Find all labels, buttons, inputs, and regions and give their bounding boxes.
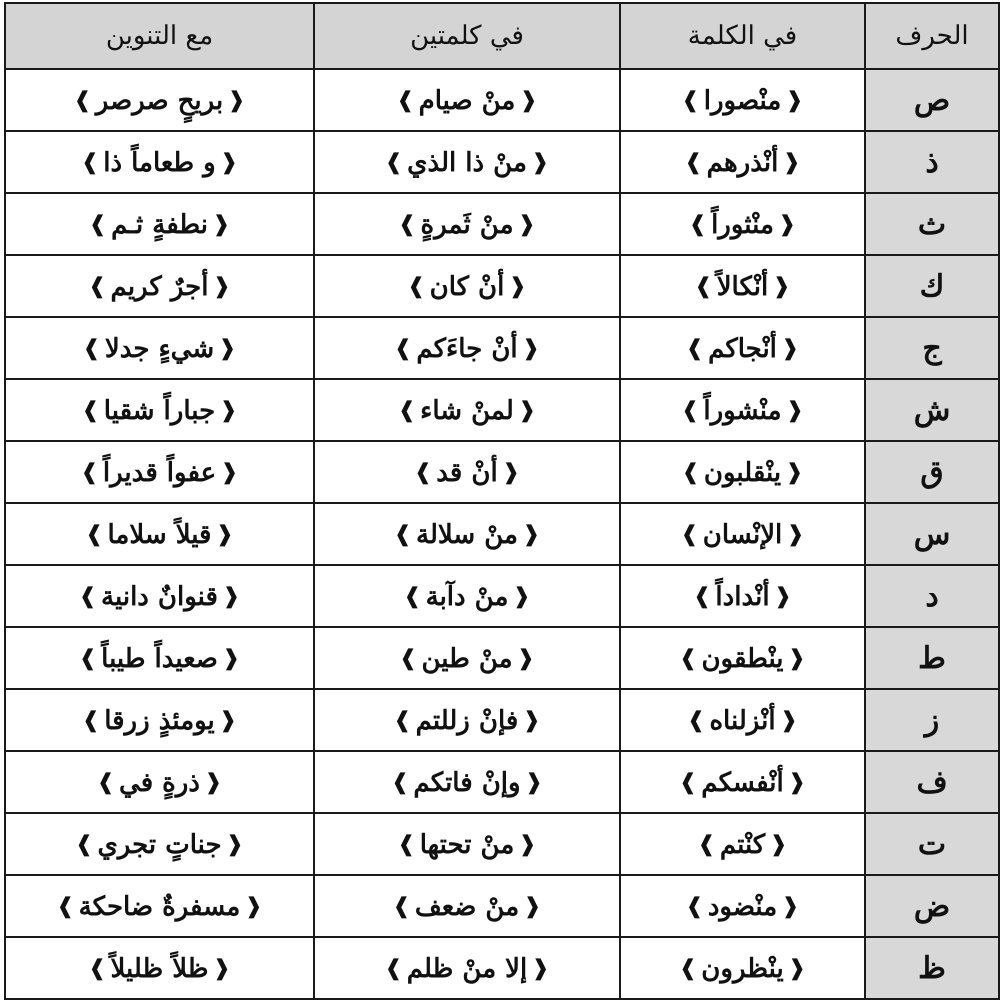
ornate-bracket-close-icon: ❱ xyxy=(697,832,716,857)
table-row xyxy=(5,937,999,999)
ornate-bracket-open-icon: ❰ xyxy=(508,274,527,299)
letter-cell: د xyxy=(865,565,999,627)
example-word: أنْفسكم xyxy=(701,767,784,798)
in-word-cell xyxy=(620,193,865,255)
ornate-bracket-open-icon: ❰ xyxy=(517,212,536,237)
ornate-bracket-open-icon: ❰ xyxy=(785,88,804,113)
in-word-cell xyxy=(620,131,865,193)
table-row xyxy=(5,255,999,317)
ornate-bracket-open-icon: ❰ xyxy=(244,894,263,919)
ornate-bracket-close-icon: ❱ xyxy=(78,584,98,609)
example-word: منْثوراً xyxy=(711,209,774,240)
ornate-bracket-close-icon: ❱ xyxy=(78,646,98,671)
with-tanween-cell xyxy=(5,627,314,689)
ornate-bracket-close-icon: ❱ xyxy=(678,770,698,795)
in-two-words-cell xyxy=(314,379,620,441)
ornate-bracket-open-icon: ❰ xyxy=(785,398,805,423)
with-tanween-cell xyxy=(5,69,314,131)
table-row xyxy=(5,441,999,503)
example-word: أنْ جاءَكم xyxy=(416,333,518,364)
ornate-bracket-open-icon: ❰ xyxy=(787,646,806,671)
in-two-words-cell xyxy=(314,751,620,813)
example-word: ينْظرون xyxy=(701,953,784,984)
example-word: قيلاً سلاما xyxy=(107,519,212,550)
with-tanween-cell xyxy=(5,379,314,441)
ornate-bracket-open-icon: ❰ xyxy=(212,274,231,299)
example-word: يومئذٍ زرقا xyxy=(104,705,215,736)
letter-cell: ط xyxy=(865,627,999,689)
table-row xyxy=(5,813,999,875)
ornate-bracket-close-icon: ❱ xyxy=(390,770,410,795)
ornate-bracket-close-icon: ❱ xyxy=(684,150,703,175)
ornate-bracket-close-icon: ❱ xyxy=(56,894,75,919)
example-word: منْ طين xyxy=(421,643,513,674)
ornate-bracket-close-icon: ❱ xyxy=(687,708,706,733)
example-word: أنْ قد xyxy=(436,457,498,488)
in-word-cell xyxy=(620,937,865,999)
table-row xyxy=(5,751,999,813)
ornate-bracket-open-icon: ❰ xyxy=(786,522,805,547)
ornate-bracket-open-icon: ❰ xyxy=(531,956,550,981)
in-two-words-cell xyxy=(314,131,620,193)
in-word-cell xyxy=(620,317,865,379)
ornate-bracket-open-icon: ❰ xyxy=(218,708,238,733)
ornate-bracket-close-icon: ❱ xyxy=(398,212,417,237)
letter-cell: ك xyxy=(865,255,999,317)
letter-cell: ذ xyxy=(865,131,999,193)
example-word: جباراً شقيا xyxy=(103,395,216,426)
ornate-bracket-close-icon: ❱ xyxy=(88,956,107,981)
ornate-bracket-open-icon: ❰ xyxy=(777,212,797,237)
example-word: صعيداً طيباً xyxy=(101,643,218,674)
header-in-word: في الكلمة xyxy=(620,3,865,69)
letter-cell: ض xyxy=(865,875,999,937)
in-two-words-cell xyxy=(314,69,620,131)
ornate-bracket-close-icon: ❱ xyxy=(692,584,712,609)
ornate-bracket-open-icon: ❰ xyxy=(220,460,239,485)
example-word: منْ صيام xyxy=(418,85,516,116)
ornate-bracket-close-icon: ❱ xyxy=(694,274,713,299)
example-word: و طعاماً ذا xyxy=(103,147,216,178)
ornate-bracket-close-icon: ❱ xyxy=(397,398,417,423)
with-tanween-cell xyxy=(5,503,314,565)
ornate-bracket-close-icon: ❱ xyxy=(680,398,700,423)
with-tanween-cell xyxy=(5,751,314,813)
ornate-bracket-close-icon: ❱ xyxy=(81,398,100,423)
table-body xyxy=(5,69,999,999)
ornate-bracket-open-icon: ❰ xyxy=(221,646,241,671)
ornate-bracket-open-icon: ❰ xyxy=(781,894,800,919)
in-word-cell xyxy=(620,69,865,131)
in-word-cell xyxy=(620,565,865,627)
ornate-bracket-open-icon: ❰ xyxy=(519,88,538,113)
with-tanween-cell xyxy=(5,193,314,255)
example-word: منْ ضعف xyxy=(414,891,520,922)
ornate-bracket-open-icon: ❰ xyxy=(218,336,237,361)
ornate-bracket-close-icon: ❱ xyxy=(685,336,705,361)
with-tanween-cell xyxy=(5,813,314,875)
example-word: قنوانٌ دانية xyxy=(101,581,218,612)
ornate-bracket-close-icon: ❱ xyxy=(88,212,108,237)
letter-cell: ف xyxy=(865,751,999,813)
ornate-bracket-close-icon: ❱ xyxy=(384,150,404,175)
ornate-bracket-close-icon: ❱ xyxy=(407,274,426,299)
header-with-tanween: مع التنوين xyxy=(5,3,314,69)
ornate-bracket-close-icon: ❱ xyxy=(393,708,412,733)
example-word: وإنْ فاتكم xyxy=(413,767,521,798)
example-word: نطفةٍ ثـم xyxy=(111,209,208,240)
example-word: ذرةٍ في xyxy=(119,767,200,798)
example-word: أنْداداً xyxy=(715,581,770,612)
ornate-bracket-open-icon: ❰ xyxy=(227,88,246,113)
in-word-cell xyxy=(620,751,865,813)
ornate-bracket-close-icon: ❱ xyxy=(396,88,415,113)
table-row xyxy=(5,503,999,565)
example-word: فإنْ زللتم xyxy=(415,705,519,736)
ornate-bracket-close-icon: ❱ xyxy=(82,336,101,361)
example-word: ينْقلبون xyxy=(703,457,782,488)
letter-cell: س xyxy=(865,503,999,565)
with-tanween-cell xyxy=(5,317,314,379)
table-row xyxy=(5,627,999,689)
in-two-words-cell xyxy=(314,503,620,565)
table-row xyxy=(5,565,999,627)
header-letter: الحرف xyxy=(865,3,999,69)
with-tanween-cell xyxy=(5,131,314,193)
ornate-bracket-close-icon: ❱ xyxy=(679,646,698,671)
table-row xyxy=(5,317,999,379)
example-word: أجرٌ كريم xyxy=(110,271,209,302)
with-tanween-cell xyxy=(5,255,314,317)
table-row xyxy=(5,193,999,255)
with-tanween-cell xyxy=(5,565,314,627)
ornate-bracket-close-icon: ❱ xyxy=(685,894,704,919)
example-word: منْضود xyxy=(707,891,778,922)
in-two-words-cell xyxy=(314,689,620,751)
example-word: عفواً قديراً xyxy=(102,457,217,488)
ornate-bracket-close-icon: ❱ xyxy=(397,832,416,857)
table-row xyxy=(5,379,999,441)
in-two-words-cell xyxy=(314,813,620,875)
letter-cell: ظ xyxy=(865,937,999,999)
example-word: شيءٍ جدلا xyxy=(104,333,215,364)
example-word: مسفرةٌ ضاحكة xyxy=(78,891,241,922)
ornate-bracket-close-icon: ❱ xyxy=(73,88,92,113)
example-word: ظلاً ظليلاً xyxy=(110,953,209,984)
in-word-cell xyxy=(620,255,865,317)
ornate-bracket-close-icon: ❱ xyxy=(680,522,699,547)
ornate-bracket-open-icon: ❰ xyxy=(524,770,544,795)
letter-cell: ت xyxy=(865,813,999,875)
ornate-bracket-open-icon: ❰ xyxy=(517,398,537,423)
ornate-bracket-close-icon: ❱ xyxy=(399,646,418,671)
example-word: لمنْ شاء xyxy=(420,395,514,426)
with-tanween-cell xyxy=(5,875,314,937)
example-word: منْ دآبة xyxy=(425,581,509,612)
in-two-words-cell xyxy=(314,193,620,255)
ornate-bracket-close-icon: ❱ xyxy=(80,460,99,485)
example-word: منْ ذا الذي xyxy=(407,147,527,178)
table-row xyxy=(5,875,999,937)
ornate-bracket-open-icon: ❰ xyxy=(785,460,804,485)
ornate-bracket-open-icon: ❰ xyxy=(516,646,535,671)
example-word: منْ سلالة xyxy=(416,519,518,550)
example-word: كنْتم xyxy=(719,829,766,860)
in-word-cell xyxy=(620,813,865,875)
in-two-words-cell xyxy=(314,441,620,503)
example-word: بريحٍ صرصر xyxy=(95,85,224,116)
in-two-words-cell xyxy=(314,937,620,999)
ornate-bracket-open-icon: ❰ xyxy=(521,522,541,547)
in-two-words-cell xyxy=(314,255,620,317)
ornate-bracket-close-icon: ❱ xyxy=(681,460,700,485)
example-word: أنْجاكم xyxy=(708,333,777,364)
ornate-bracket-close-icon: ❱ xyxy=(80,150,100,175)
letter-cell: ق xyxy=(865,441,999,503)
ornate-bracket-open-icon: ❰ xyxy=(215,522,234,547)
ornate-bracket-open-icon: ❰ xyxy=(501,460,521,485)
ornate-bracket-close-icon: ❱ xyxy=(384,956,403,981)
ornate-bracket-close-icon: ❱ xyxy=(75,832,94,857)
ornate-bracket-open-icon: ❰ xyxy=(772,274,791,299)
letter-cell: ج xyxy=(865,317,999,379)
ornate-bracket-open-icon: ❰ xyxy=(787,956,807,981)
ornate-bracket-open-icon: ❰ xyxy=(769,832,788,857)
in-two-words-cell xyxy=(314,627,620,689)
ornate-bracket-open-icon: ❰ xyxy=(530,150,550,175)
ornate-bracket-open-icon: ❰ xyxy=(221,584,241,609)
in-word-cell xyxy=(620,627,865,689)
with-tanween-cell xyxy=(5,937,314,999)
example-word: منْ تحتها xyxy=(419,829,515,860)
ikhfa-letters-table xyxy=(4,2,1000,1000)
ornate-bracket-open-icon: ❰ xyxy=(512,584,531,609)
ornate-bracket-close-icon: ❱ xyxy=(678,956,698,981)
letter-cell: ش xyxy=(865,379,999,441)
ornate-bracket-open-icon: ❰ xyxy=(518,832,537,857)
example-word: أنْكالاً xyxy=(716,271,769,302)
ornate-bracket-open-icon: ❰ xyxy=(219,398,238,423)
ornate-bracket-close-icon: ❱ xyxy=(96,770,116,795)
ornate-bracket-open-icon: ❰ xyxy=(219,150,239,175)
example-word: أنْذرهم xyxy=(706,147,779,178)
ornate-bracket-open-icon: ❰ xyxy=(521,336,541,361)
ornate-bracket-open-icon: ❰ xyxy=(780,336,800,361)
ornate-bracket-open-icon: ❰ xyxy=(211,212,231,237)
in-word-cell xyxy=(620,441,865,503)
in-word-cell xyxy=(620,503,865,565)
ornate-bracket-open-icon: ❰ xyxy=(773,584,792,609)
in-two-words-cell xyxy=(314,875,620,937)
ornate-bracket-open-icon: ❰ xyxy=(212,956,231,981)
in-two-words-cell xyxy=(314,565,620,627)
ornate-bracket-open-icon: ❰ xyxy=(523,894,542,919)
example-word: أنْ كان xyxy=(429,271,505,302)
ornate-bracket-close-icon: ❱ xyxy=(392,894,411,919)
example-word: جناتٍ تجري xyxy=(97,829,222,860)
table-row xyxy=(5,131,999,193)
example-word: منْشوراً xyxy=(703,395,782,426)
table-row xyxy=(5,689,999,751)
example-word: منْصورا xyxy=(703,85,782,116)
ornate-bracket-close-icon: ❱ xyxy=(393,522,413,547)
header-in-two-words: في كلمتين xyxy=(314,3,620,69)
ornate-bracket-open-icon: ❰ xyxy=(779,708,798,733)
ornate-bracket-open-icon: ❰ xyxy=(782,150,801,175)
letter-cell: ث xyxy=(865,193,999,255)
letter-cell: ز xyxy=(865,689,999,751)
with-tanween-cell xyxy=(5,441,314,503)
ornate-bracket-close-icon: ❱ xyxy=(413,460,433,485)
ornate-bracket-close-icon: ❱ xyxy=(393,336,413,361)
in-word-cell xyxy=(620,875,865,937)
ornate-bracket-open-icon: ❰ xyxy=(787,770,807,795)
header-row xyxy=(5,3,999,69)
ornate-bracket-close-icon: ❱ xyxy=(688,212,708,237)
ornate-bracket-open-icon: ❰ xyxy=(225,832,244,857)
example-word: منْ ثَمرةٍ xyxy=(420,209,514,240)
example-word: ينْطقون xyxy=(701,643,784,674)
ornate-bracket-open-icon: ❰ xyxy=(203,770,223,795)
ornate-bracket-close-icon: ❱ xyxy=(403,584,422,609)
ornate-bracket-close-icon: ❱ xyxy=(81,708,101,733)
ornate-bracket-close-icon: ❱ xyxy=(85,522,104,547)
letter-cell: ص xyxy=(865,69,999,131)
ornate-bracket-close-icon: ❱ xyxy=(88,274,107,299)
ornate-bracket-open-icon: ❰ xyxy=(522,708,541,733)
in-word-cell xyxy=(620,379,865,441)
example-word: الإنْسان xyxy=(702,519,783,550)
with-tanween-cell xyxy=(5,689,314,751)
example-word: إلا منْ ظلم xyxy=(406,953,528,984)
in-word-cell xyxy=(620,689,865,751)
in-two-words-cell xyxy=(314,317,620,379)
table-row xyxy=(5,69,999,131)
example-word: أنْزلناه xyxy=(709,705,776,736)
ornate-bracket-close-icon: ❱ xyxy=(681,88,700,113)
